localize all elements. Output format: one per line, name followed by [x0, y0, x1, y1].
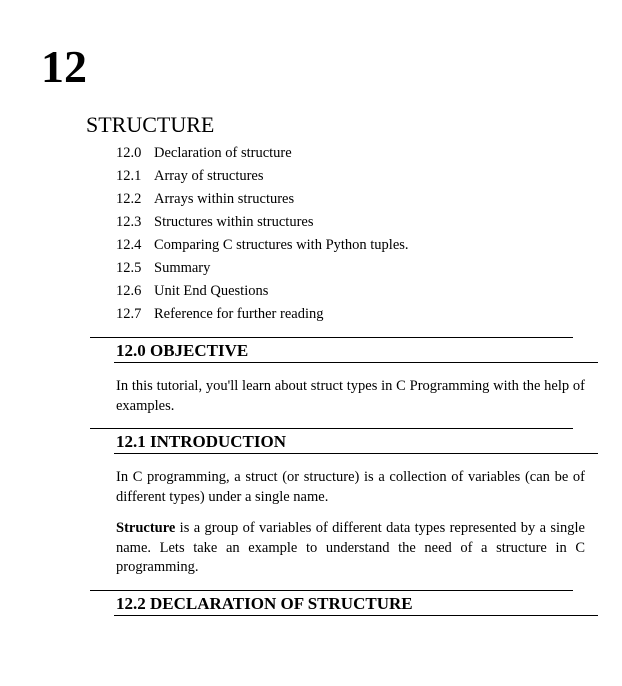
- structure-definition-paragraph: [116, 519, 585, 578]
- section-bottom-rule: [114, 362, 598, 363]
- toc-item-label: Comparing C structures with Python tuples.: [154, 237, 409, 253]
- toc-item-number: 12.4: [116, 237, 142, 253]
- chapter-title: STRUCTURE: [86, 112, 215, 137]
- structure-definition-text: is a group of variables of different data types represented by a single name. Lets take an example to understand the need of a structure in C programming.: [116, 520, 585, 575]
- toc-item-number: 12.3: [116, 214, 142, 230]
- toc-item-label: Summary: [154, 260, 211, 276]
- toc-item: [116, 167, 409, 190]
- toc-item-label: Declaration of structure: [154, 145, 292, 161]
- introduction-paragraph: In C programming, a struct (or structure) is a collection of variables (can be of different types) under a single name.: [116, 469, 585, 505]
- structure-term: Structure: [116, 520, 176, 536]
- toc-item-label: Array of structures: [154, 168, 264, 184]
- section-bottom-rule: [114, 615, 598, 616]
- section-top-rule: [90, 590, 573, 591]
- table-of-contents: [116, 144, 409, 328]
- toc-item: [116, 282, 409, 305]
- objective-paragraph: In this tutorial, you'll learn about struct types in C Programming with the help of examples.: [116, 378, 585, 414]
- section-heading-declaration: 12.2 DECLARATION OF STRUCTURE: [116, 594, 413, 613]
- toc-item: [116, 305, 409, 328]
- toc-item: [116, 144, 409, 167]
- toc-item-number: 12.0: [116, 145, 142, 161]
- toc-item: [116, 190, 409, 213]
- toc-item-label: Structures within structures: [154, 214, 314, 230]
- section-heading-introduction: 12.1 INTRODUCTION: [116, 432, 287, 451]
- toc-item-label: Arrays within structures: [154, 191, 295, 207]
- section-top-rule: [90, 337, 573, 338]
- section-bottom-rule: [114, 453, 598, 454]
- toc-item-number: 12.1: [116, 168, 142, 184]
- toc-item-number: 12.7: [116, 306, 142, 322]
- toc-item-label: Unit End Questions: [154, 283, 269, 299]
- toc-item: [116, 259, 409, 282]
- toc-item-number: 12.6: [116, 283, 142, 299]
- section-heading-objective: 12.0 OBJECTIVE: [116, 341, 249, 360]
- toc-item: [116, 236, 409, 259]
- section-top-rule: [90, 428, 573, 429]
- chapter-number: 12: [41, 41, 87, 92]
- toc-item-label: Reference for further reading: [154, 306, 324, 322]
- toc-item-number: 12.5: [116, 260, 142, 276]
- toc-item-number: 12.2: [116, 191, 142, 207]
- toc-item: [116, 213, 409, 236]
